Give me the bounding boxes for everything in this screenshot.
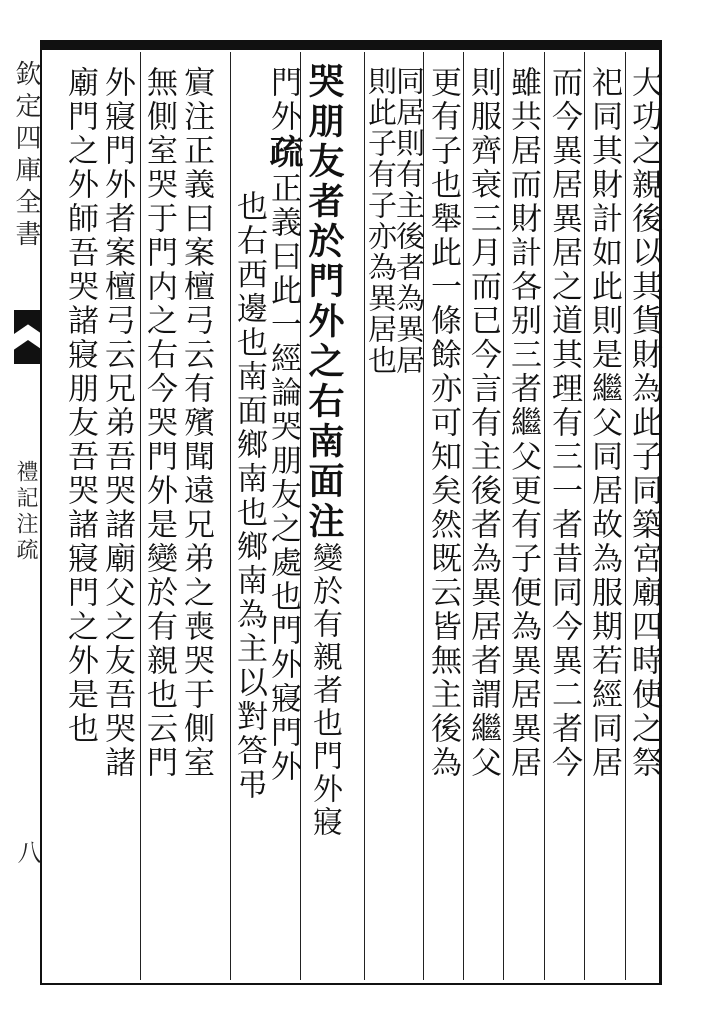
main-text-column [303, 62, 345, 839]
text-column-2: 祀同其財計如此則是繼父同居故為服期若經同居 [586, 66, 622, 780]
page-margin [4, 40, 40, 985]
column-rule [503, 52, 504, 980]
column-heading: 門外 [265, 66, 301, 134]
fishtail-ornament-top [14, 310, 42, 334]
fishtail-ornament-bottom [14, 340, 42, 364]
text-column-10 [263, 66, 303, 784]
book-title: 禮記注疏 [13, 460, 38, 564]
text-column-12: 賔注正義曰案檀弓云有殯聞遠兄弟之喪哭于側室 [178, 66, 214, 780]
column-rule [544, 52, 545, 980]
text-column-3: 而今異居異居之道其理有三一者昔同今異二者今 [546, 66, 582, 780]
column-rule [584, 52, 585, 980]
text-column-15: 廟門之外師吾哭諸寢朋友吾哭諸寢門之外是也 [62, 66, 98, 746]
note-column-left: 則此子有子亦為異居也 [364, 66, 398, 376]
main-text-note: 變於有親者也門外寢 [307, 542, 342, 839]
text-column-5: 則服齊衰三月而已今言有主後者為異居者謂繼父 [465, 66, 501, 780]
text-column-1: 大功之親後以其貨財為此子同築宮廟四時使之祭 [626, 66, 662, 780]
column-text: 正義曰此一經論哭朋友之處也門外寢門外 [265, 172, 301, 784]
text-column-4: 雖共居而財計各别三者繼父更有子便為異居異居 [505, 66, 541, 780]
note-column-right: 同居則有主後者為異居 [392, 66, 426, 376]
main-text: 哭朋友者於門外之右南面注 [303, 62, 345, 542]
text-column-11: 也右西邊也南面鄉南也鄉南為主以對答弔 [231, 190, 267, 802]
shu-marker: 疏 [263, 134, 303, 172]
text-column-6: 更有子也舉此一條餘亦可知矣然既云皆無主後為 [425, 66, 461, 780]
page-number: 八 [13, 840, 41, 870]
text-column-13: 無側室哭于門内之右今哭門外是變於有親也云門 [141, 66, 177, 780]
text-column-14: 外寢門外者案檀弓云兄弟吾哭諸廟父之友吾哭諸 [99, 66, 135, 780]
column-rule [463, 52, 464, 980]
collection-title: 欽定四庫全書 [11, 60, 41, 252]
